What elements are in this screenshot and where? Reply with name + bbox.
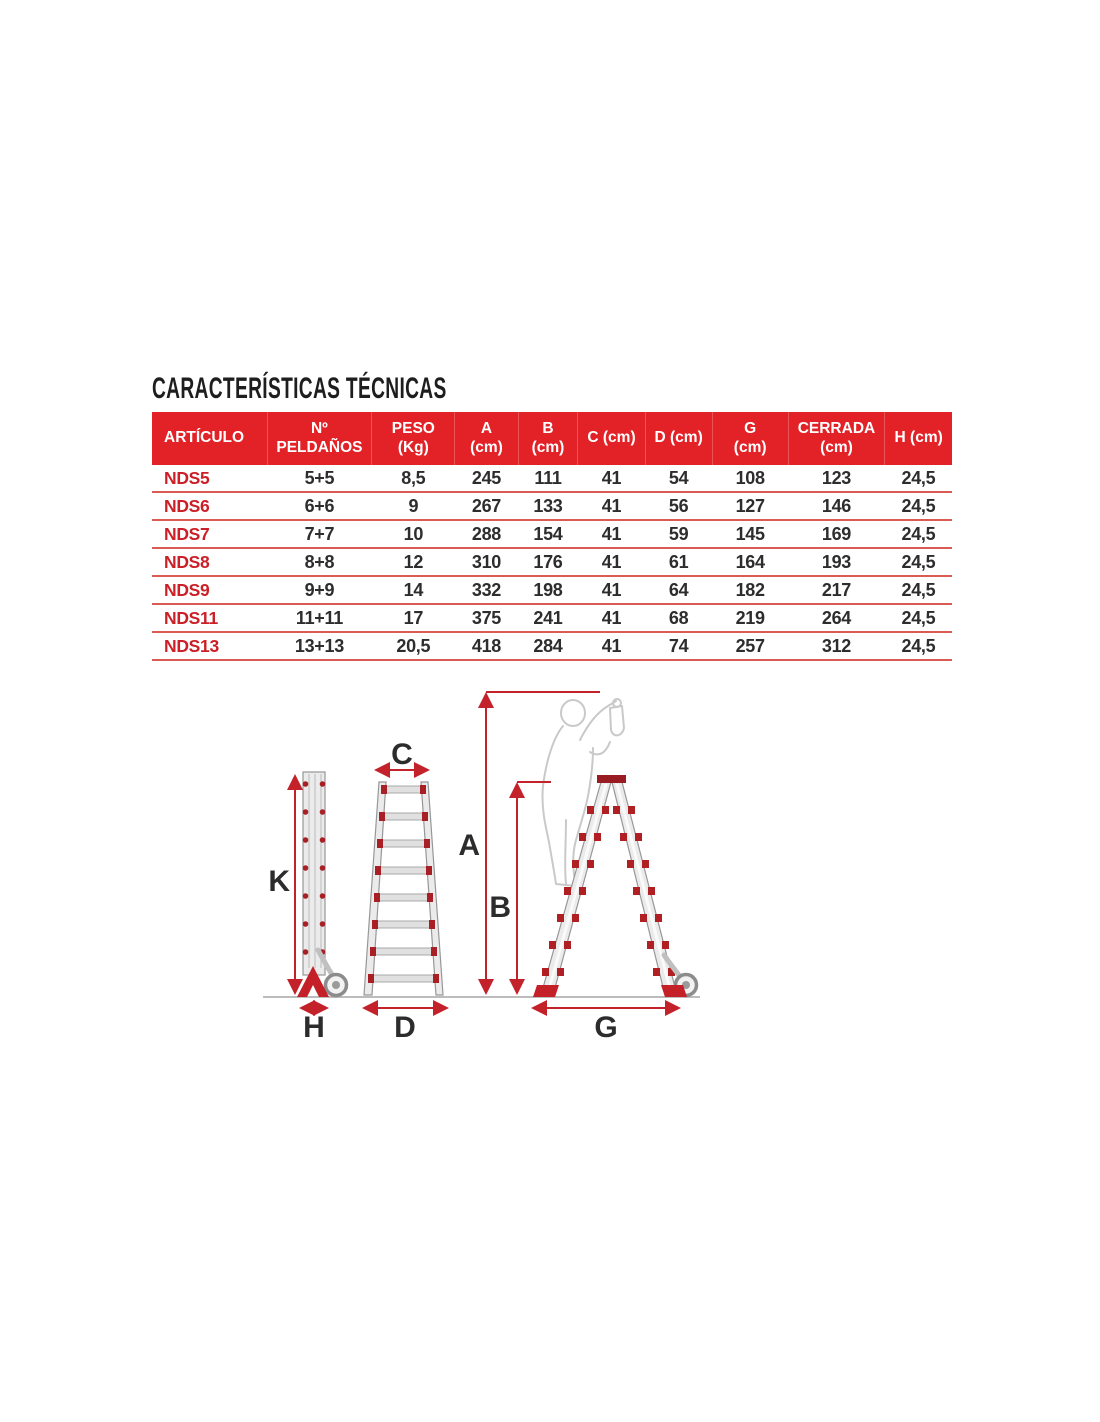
aframe-top-cap (597, 775, 626, 783)
aframe-right-foot (661, 985, 687, 997)
table-cell: 24,5 (885, 465, 952, 492)
table-cell: 123 (788, 465, 885, 492)
table-cell: 41 (578, 632, 645, 660)
column-header-b-cm: B (cm) (518, 412, 578, 465)
cell-articulo: NDS11 (152, 604, 267, 632)
table-cell: 41 (578, 465, 645, 492)
column-header-cerrada: CERRADA (cm) (788, 412, 885, 465)
table-cell: 154 (518, 520, 578, 548)
dimension-B-label: B (489, 891, 511, 924)
table-cell: 10 (372, 520, 455, 548)
table-cell: 41 (578, 576, 645, 604)
column-header-articulo: ARTÍCULO (152, 412, 267, 465)
cell-articulo: NDS5 (152, 465, 267, 492)
table-cell: 12 (372, 548, 455, 576)
table-cell: 9+9 (267, 576, 372, 604)
table-cell: 176 (518, 548, 578, 576)
column-header-peso: PESO (Kg) (372, 412, 455, 465)
table-cell: 267 (455, 492, 518, 520)
table-cell: 145 (712, 520, 788, 548)
dimension-G-label: G (594, 1011, 618, 1044)
table-cell: 24,5 (885, 492, 952, 520)
table-cell: 41 (578, 520, 645, 548)
table-cell: 41 (578, 604, 645, 632)
table-cell: 41 (578, 548, 645, 576)
table-cell: 133 (518, 492, 578, 520)
page-title: CARACTERÍSTICAS TÉCNICAS (152, 372, 447, 405)
table-cell: 332 (455, 576, 518, 604)
table-cell: 24,5 (885, 604, 952, 632)
table-cell: 14 (372, 576, 455, 604)
table-cell: 108 (712, 465, 788, 492)
table-cell: 198 (518, 576, 578, 604)
table-cell: 41 (578, 492, 645, 520)
table-cell: 375 (455, 604, 518, 632)
table-cell: 11+11 (267, 604, 372, 632)
table-cell: 68 (645, 604, 712, 632)
table-cell: 312 (788, 632, 885, 660)
table-cell: 7+7 (267, 520, 372, 548)
table-cell: 217 (788, 576, 885, 604)
table-cell: 193 (788, 548, 885, 576)
cell-articulo: NDS9 (152, 576, 267, 604)
table-cell: 5+5 (267, 465, 372, 492)
table-cell: 146 (788, 492, 885, 520)
cell-articulo: NDS8 (152, 548, 267, 576)
table-cell: 17 (372, 604, 455, 632)
column-header-d-cm: D (cm) (645, 412, 712, 465)
table-cell: 24,5 (885, 520, 952, 548)
column-header-num-peldanos: Nº PELDAÑOS (267, 412, 372, 465)
table-cell: 8+8 (267, 548, 372, 576)
table-cell: 219 (712, 604, 788, 632)
table-cell: 257 (712, 632, 788, 660)
table-cell: 13+13 (267, 632, 372, 660)
dimension-K-label: K (268, 865, 290, 898)
dimension-C-label: C (391, 738, 413, 771)
table-cell: 310 (455, 548, 518, 576)
table-cell: 164 (712, 548, 788, 576)
table-cell: 6+6 (267, 492, 372, 520)
table-cell: 56 (645, 492, 712, 520)
table-cell: 9 (372, 492, 455, 520)
table-cell: 64 (645, 576, 712, 604)
table-cell: 24,5 (885, 632, 952, 660)
table-cell: 182 (712, 576, 788, 604)
column-header-g-cm: G (cm) (712, 412, 788, 465)
dimension-D-label: D (394, 1011, 416, 1044)
dimension-A-label: A (458, 829, 480, 862)
aframe-left-foot (533, 985, 559, 997)
table-cell: 288 (455, 520, 518, 548)
table-cell: 111 (518, 465, 578, 492)
cell-articulo: NDS6 (152, 492, 267, 520)
column-header-h-cm: H (cm) (885, 412, 952, 465)
table-cell: 74 (645, 632, 712, 660)
table-cell: 24,5 (885, 548, 952, 576)
table-cell: 264 (788, 604, 885, 632)
table-cell: 284 (518, 632, 578, 660)
column-header-a-cm: A (cm) (455, 412, 518, 465)
table-cell: 241 (518, 604, 578, 632)
table-cell: 245 (455, 465, 518, 492)
table-cell: 169 (788, 520, 885, 548)
front-ladder (364, 782, 443, 995)
table-cell: 127 (712, 492, 788, 520)
table-cell: 59 (645, 520, 712, 548)
cell-articulo: NDS7 (152, 520, 267, 548)
table-cell: 24,5 (885, 576, 952, 604)
cell-articulo: NDS13 (152, 632, 267, 660)
table-cell: 418 (455, 632, 518, 660)
dimension-H-label: H (303, 1011, 325, 1044)
folded-ladder (297, 772, 347, 997)
table-cell: 54 (645, 465, 712, 492)
aframe-ladder (533, 775, 697, 997)
table-cell: 8,5 (372, 465, 455, 492)
table-cell: 20,5 (372, 632, 455, 660)
table-cell: 61 (645, 548, 712, 576)
column-header-c-cm: C (cm) (578, 412, 645, 465)
